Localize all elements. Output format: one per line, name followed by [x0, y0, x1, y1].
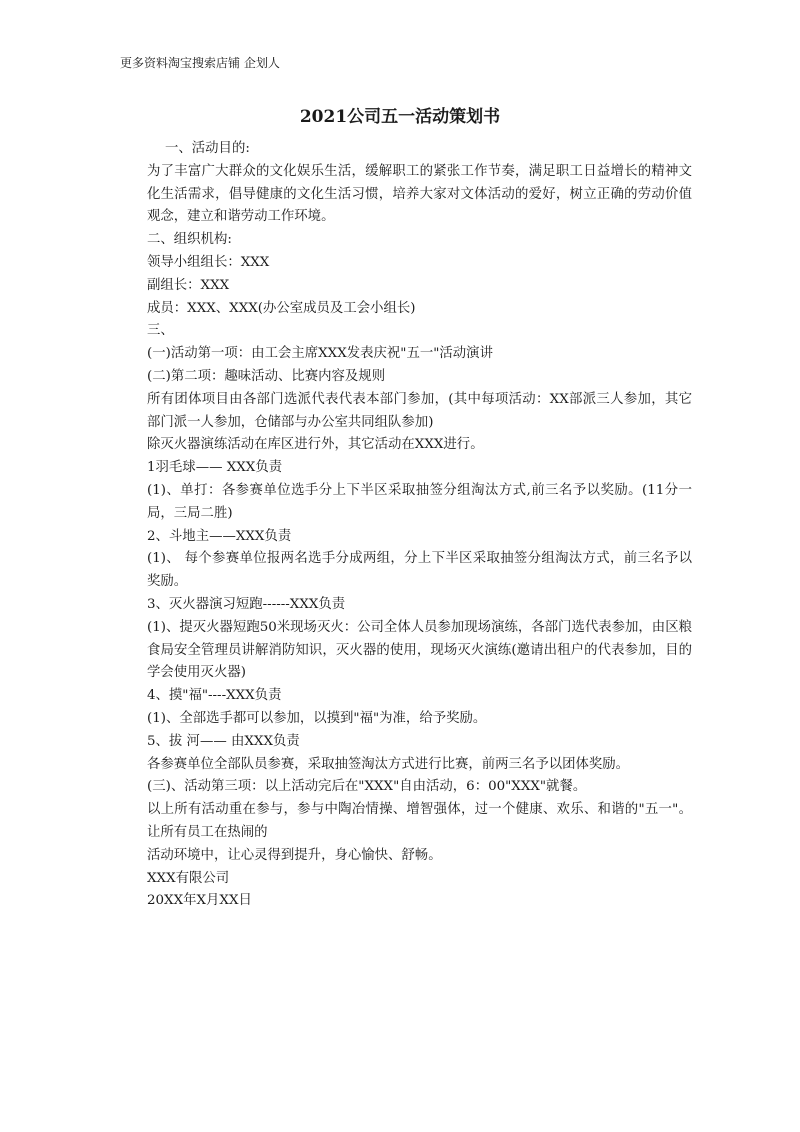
- document-title: 2021公司五一活动策划书: [299, 107, 501, 127]
- event-doudizhu-rules: (1)、 每个参赛单位报两名选手分成两组，分上下半区采取抽签分组淘汰方式，前三名予以奖励。: [147, 551, 692, 590]
- signature-company: XXX有限公司: [147, 870, 230, 886]
- header-note: 更多资料淘宝搜索店铺 企划人: [120, 56, 280, 70]
- section-heading-organization: 二、组织机构:: [147, 232, 232, 248]
- event-badminton-rules: (1)、单打：各参赛单位选手分上下半区采取抽签分组淘汰方式,前三名予以奖励。(11分一局，三局二胜): [147, 482, 692, 521]
- event-fire-drill-rules: (1)、提灭火器短跑50米现场灭火：公司全体人员参加现场演练，各部门选代表参加，由区粮食局安全管理员讲解消防知识，灭火器的使用，现场灭火演练(邀请出租户的代表参加，目的学会使用灭火器): [147, 619, 692, 681]
- org-deputy: 副组长：XXX: [147, 277, 230, 293]
- activity-item-one: (一)活动第一项：由工会主席XXX发表庆祝"五一"活动演讲: [147, 346, 493, 362]
- section-heading-three: 三、: [147, 323, 174, 339]
- event-tug-of-war-rules: 各参赛单位全部队员参赛，采取抽签淘汰方式进行比赛，前两三名予以团体奖励。: [147, 756, 630, 772]
- signature-date: 20XX年X月XX日: [147, 893, 252, 909]
- org-leader: 领导小组组长：XXX: [147, 254, 270, 270]
- event-touch-fu-rules: (1)、全部选手都可以参加，以摸到"福"为准，给予奖励。: [147, 710, 487, 726]
- paragraph-purpose: 为了丰富广大群众的文化娱乐生活，缓解职工的紧张工作节奏，满足职工日益增长的精神文化生活需求，倡导健康的文化生活习惯，培养大家对文体活动的爱好，树立正确的劳动价值观念，建立和谐劳动工作环境。: [147, 163, 692, 225]
- paragraph-closing-cont: 活动环境中，让心灵得到提升，身心愉快、舒畅。: [147, 847, 442, 863]
- section-heading-purpose: 一、活动目的:: [165, 141, 250, 156]
- paragraph-venue: 除灭火器演练活动在库区进行外，其它活动在XXX进行。: [147, 437, 484, 453]
- event-badminton: 1羽毛球—— XXX负责: [147, 460, 283, 476]
- event-fire-drill: 3、灭火器演习短跑------XXX负责: [147, 596, 346, 612]
- activity-item-three: (三)、活动第三项：以上活动完后在"XXX"自由活动，6：00"XXX"就餐。: [147, 779, 587, 795]
- paragraph-closing: 以上所有活动重在参与，参与中陶冶情操、增智强体，过一个健康、欢乐、和谐的"五一"。让所有员工在热闹的: [147, 802, 692, 840]
- event-tug-of-war: 5、拔 河—— 由XXX负责: [147, 733, 300, 749]
- paragraph-team-rules: 所有团体项目由各部门选派代表代表本部门参加，(其中每项活动：XX部派三人参加，其它部门派一人参加，仓储部与办公室共同组队参加): [147, 391, 692, 430]
- document-body: [120, 138, 692, 913]
- org-members: 成员：XXX、XXX(办公室成员及工会小组长): [147, 300, 416, 316]
- event-doudizhu: 2、斗地主——XXX负责: [147, 528, 292, 544]
- activity-item-two: (二)第二项：趣味活动、比赛内容及规则: [147, 368, 386, 384]
- event-touch-fu: 4、摸"福"----XXX负责: [147, 688, 282, 704]
